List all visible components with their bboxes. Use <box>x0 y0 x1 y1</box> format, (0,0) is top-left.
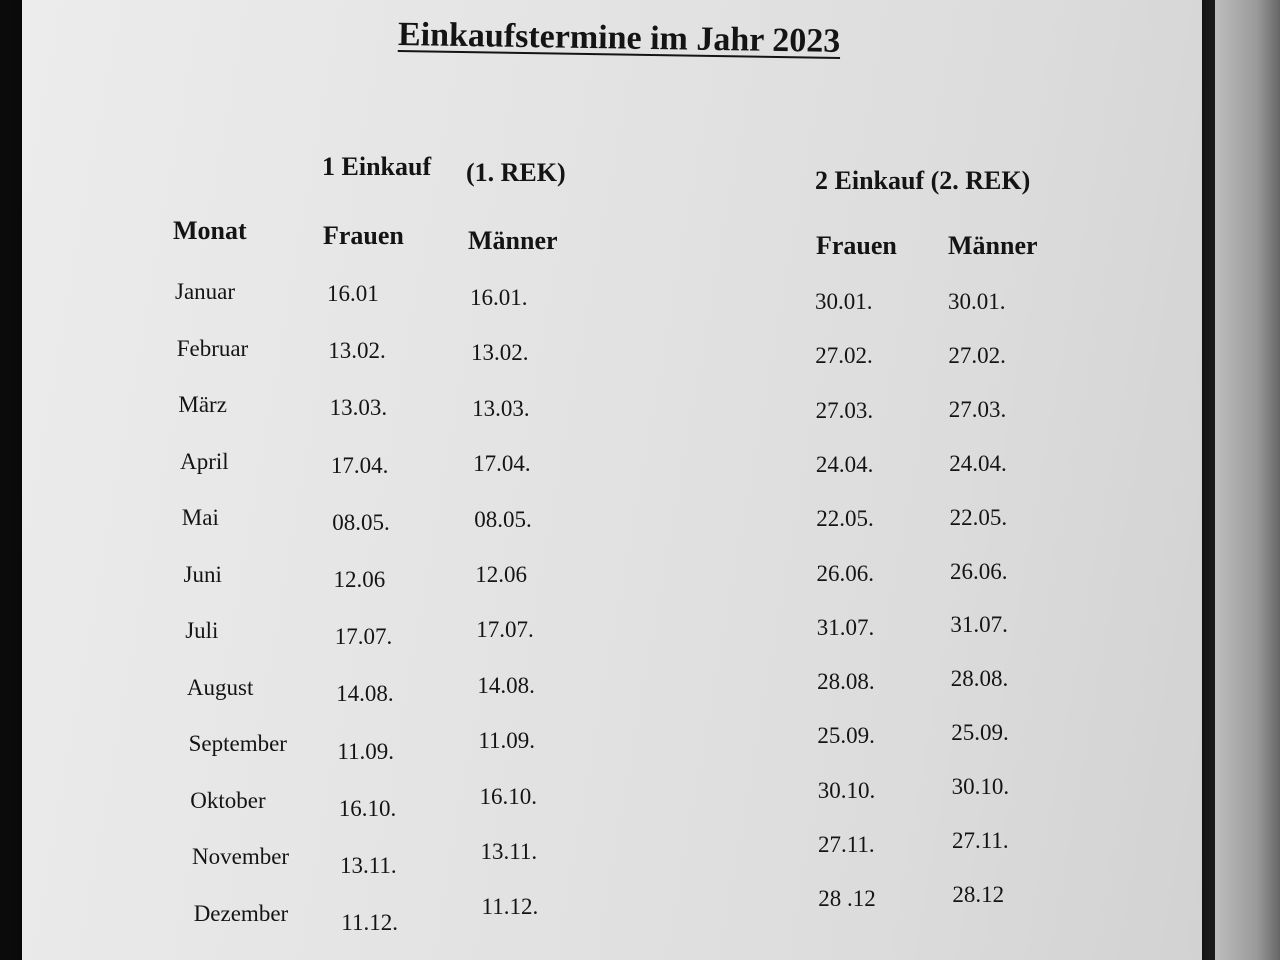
cell-monat: März <box>178 392 227 417</box>
cell-frauen-2: 28.08. <box>817 669 875 695</box>
cell-monat: September <box>188 731 287 756</box>
cell-maenner-2: 24.04. <box>949 450 1007 476</box>
cell-monat: August <box>186 674 254 700</box>
cell-monat: Oktober <box>190 787 266 813</box>
cell-maenner-2: 28.12 <box>952 881 1005 907</box>
cell-maenner-2: 30.01. <box>948 289 1006 314</box>
cell-maenner-1: 16.01. <box>470 285 528 310</box>
column-header-monat: Monat <box>173 216 247 245</box>
cell-maenner-1: 13.02. <box>471 340 529 366</box>
cell-frauen-1: 17.04. <box>330 452 389 478</box>
cell-frauen-1: 11.12. <box>341 910 398 936</box>
cell-maenner-2: 27.11. <box>952 828 1009 853</box>
cell-maenner-2: 22.05. <box>949 504 1008 530</box>
cell-maenner-1: 08.05. <box>474 506 532 532</box>
cell-frauen-1: 12.06 <box>333 567 386 592</box>
cell-maenner-1: 12.06 <box>475 562 527 587</box>
cell-frauen-1: 17.07. <box>334 624 393 650</box>
group1-label: 1 Einkauf <box>322 152 432 181</box>
cell-frauen-1: 11.09. <box>337 738 395 764</box>
cell-monat: Juli <box>185 618 219 643</box>
cell-monat: Mai <box>181 505 219 530</box>
cell-maenner-2: 26.06. <box>950 558 1008 584</box>
cell-maenner-2: 28.08. <box>950 666 1009 692</box>
cell-frauen-2: 27.03. <box>815 397 874 423</box>
cell-maenner-1: 13.11. <box>480 839 538 864</box>
cell-maenner-2: 25.09. <box>951 720 1009 746</box>
cell-frauen-2: 26.06. <box>816 560 874 586</box>
cell-frauen-1: 13.11. <box>340 853 397 878</box>
column-header-frauen-2: Frauen <box>816 231 897 260</box>
cell-frauen-2: 30.10. <box>817 777 876 803</box>
document-title: Einkaufstermine im Jahr 2023 <box>397 16 841 60</box>
cell-monat: April <box>180 448 229 474</box>
cell-frauen-2: 27.02. <box>815 343 873 369</box>
cell-frauen-2: 27.11. <box>818 832 875 857</box>
group1-sub: (1. REK) <box>466 158 566 187</box>
cell-frauen-1: 14.08. <box>336 681 394 707</box>
cell-frauen-2: 25.09. <box>817 723 875 749</box>
cell-maenner-1: 17.07. <box>476 617 534 643</box>
cell-maenner-2: 27.03. <box>948 396 1007 422</box>
cell-frauen-1: 16.10. <box>338 795 397 821</box>
cell-frauen-2: 22.05. <box>816 506 874 532</box>
cell-frauen-1: 08.05. <box>332 509 390 535</box>
cell-monat: Februar <box>176 335 249 361</box>
column-header-maenner-1: Männer <box>468 226 558 255</box>
cell-frauen-2: 24.04. <box>815 451 874 477</box>
cell-frauen-2: 31.07. <box>816 614 875 640</box>
cell-maenner-1: 11.09. <box>478 728 536 754</box>
cell-frauen-2: 30.01. <box>815 289 873 314</box>
cell-maenner-2: 30.10. <box>951 774 1010 800</box>
column-header-maenner-2: Männer <box>948 231 1038 260</box>
cell-frauen-1: 13.02. <box>328 338 386 364</box>
cell-maenner-1: 16.10. <box>479 783 537 809</box>
cell-frauen-2: 28 .12 <box>818 886 876 912</box>
cell-maenner-1: 14.08. <box>477 672 535 698</box>
cell-monat: Juni <box>183 561 222 587</box>
cell-monat: Januar <box>175 279 236 304</box>
cell-frauen-1: 13.03. <box>329 395 388 421</box>
group2-label: 2 Einkauf (2. REK) <box>815 166 1031 195</box>
column-header-frauen-1: Frauen <box>323 221 404 250</box>
cell-monat: Dezember <box>193 900 289 926</box>
cell-monat: November <box>192 844 290 869</box>
cell-maenner-2: 31.07. <box>950 612 1008 638</box>
cell-maenner-1: 11.12. <box>481 894 539 920</box>
cell-maenner-2: 27.02. <box>948 342 1006 368</box>
cell-maenner-1: 13.03. <box>472 395 530 421</box>
cell-maenner-1: 17.04. <box>473 451 531 477</box>
cell-frauen-1: 16.01 <box>327 281 379 306</box>
